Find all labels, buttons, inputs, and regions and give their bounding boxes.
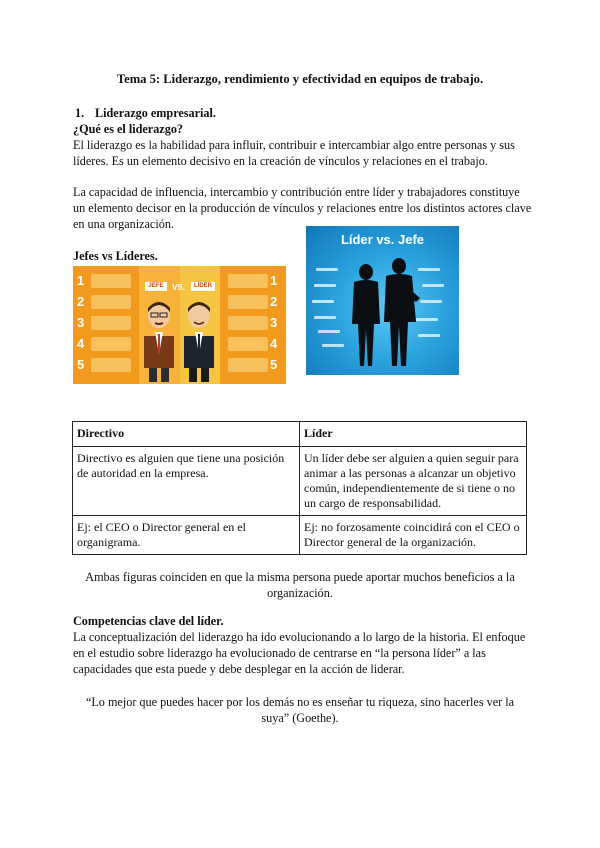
list-number: 1 [77, 273, 85, 288]
jefe-vs-lider-image [73, 266, 286, 384]
table-header-row [73, 422, 527, 447]
list-bar [91, 274, 131, 288]
right-list [226, 272, 282, 377]
paragraph-line: El liderazgo es la habilidad para influir, contribuir e intercambiar algo entre personas y sus [73, 138, 515, 152]
list-bar [228, 295, 268, 309]
list-number: 4 [77, 336, 85, 351]
section-title: Liderazgo empresarial. [95, 106, 216, 120]
list-bar [91, 295, 131, 309]
competencias-heading: Competencias clave del líder. [73, 614, 224, 628]
paragraph-line: capacidades que esta puede y debe desplegar en la acción de liderar. [73, 662, 405, 676]
question-heading: ¿Qué es el liderazgo? [73, 122, 184, 136]
list-number: 3 [270, 315, 278, 330]
list-bar [91, 337, 131, 351]
paragraph-line: en el estudio sobre liderazgo ha evolucionado de centrarse en “la persona líder” a las [73, 646, 486, 660]
paragraph-line: La capacidad de influencia, intercambio y contribución entre líder y trabajadores constituye [73, 185, 520, 199]
jefe-tag: JEFE [145, 282, 167, 291]
vs-label: VS. [172, 283, 185, 292]
table-cell: Ej: no forzosamente coincidirá con el CEO o Director general de la organización. [300, 516, 527, 555]
table-header: Líder [300, 422, 527, 447]
image-heading: Líder vs. Jefe [340, 232, 425, 247]
paragraph-line: organización. [267, 586, 333, 600]
table-cell: Un líder debe ser alguien a quien seguir para animar a las personas a alcanzar un objetivo común, independientemente de si tiene o no un cargo de responsabilidad. [300, 447, 527, 516]
paragraph-line: La conceptualización del liderazgo ha ido evolucionando a lo largo de la historia. El enfoque [73, 630, 526, 644]
list-number: 3 [77, 315, 85, 330]
list-number: 1 [270, 273, 278, 288]
table-row [73, 516, 527, 555]
list-number: 4 [270, 336, 278, 351]
list-bar [228, 274, 268, 288]
section-number: 1. [75, 106, 85, 120]
document-title: Tema 5: Liderazgo, rendimiento y efectividad en equipos de trabajo. [116, 72, 484, 86]
list-number: 2 [270, 294, 278, 309]
paragraph-line: líderes. Es un elemento decisivo en la creación de vínculos y relaciones en el trabajo. [73, 154, 488, 168]
businessmen-silhouette-icon [306, 226, 459, 375]
lider-vs-jefe-image [306, 226, 459, 375]
paragraph-line: un elemento decisor en la producción de vínculos y relaciones entre los distintos actores clave [73, 201, 532, 215]
list-bar [228, 316, 268, 330]
table-header: Directivo [73, 422, 300, 447]
quote-line: “Lo mejor que puedes hacer por los demás no es enseñar tu riqueza, sino hacerles ver la [85, 695, 515, 709]
table-cell: Ej: el CEO o Director general en el organigrama. [73, 516, 300, 555]
left-list [77, 272, 133, 377]
two-businessmen-icon [139, 294, 220, 384]
quote-line: suya” (Goethe). [261, 711, 339, 725]
section-heading [75, 105, 216, 121]
table-cell: Directivo es alguien que tiene una posición de autoridad en la empresa. [73, 447, 300, 516]
table-row [73, 447, 527, 516]
list-bar [91, 358, 131, 372]
list-number: 5 [77, 357, 85, 372]
list-bar [228, 358, 268, 372]
list-number: 5 [270, 357, 278, 372]
list-bar [228, 337, 268, 351]
list-number: 2 [77, 294, 85, 309]
jefes-heading: Jefes vs Líderes. [73, 249, 158, 263]
comparison-table [72, 421, 527, 555]
paragraph-line: en una organización. [73, 217, 174, 231]
paragraph-line: Ambas figuras coinciden en que la misma persona puede aportar muchos beneficios a la [85, 570, 515, 584]
lider-tag: LÍDER [191, 282, 215, 291]
list-bar [91, 316, 131, 330]
